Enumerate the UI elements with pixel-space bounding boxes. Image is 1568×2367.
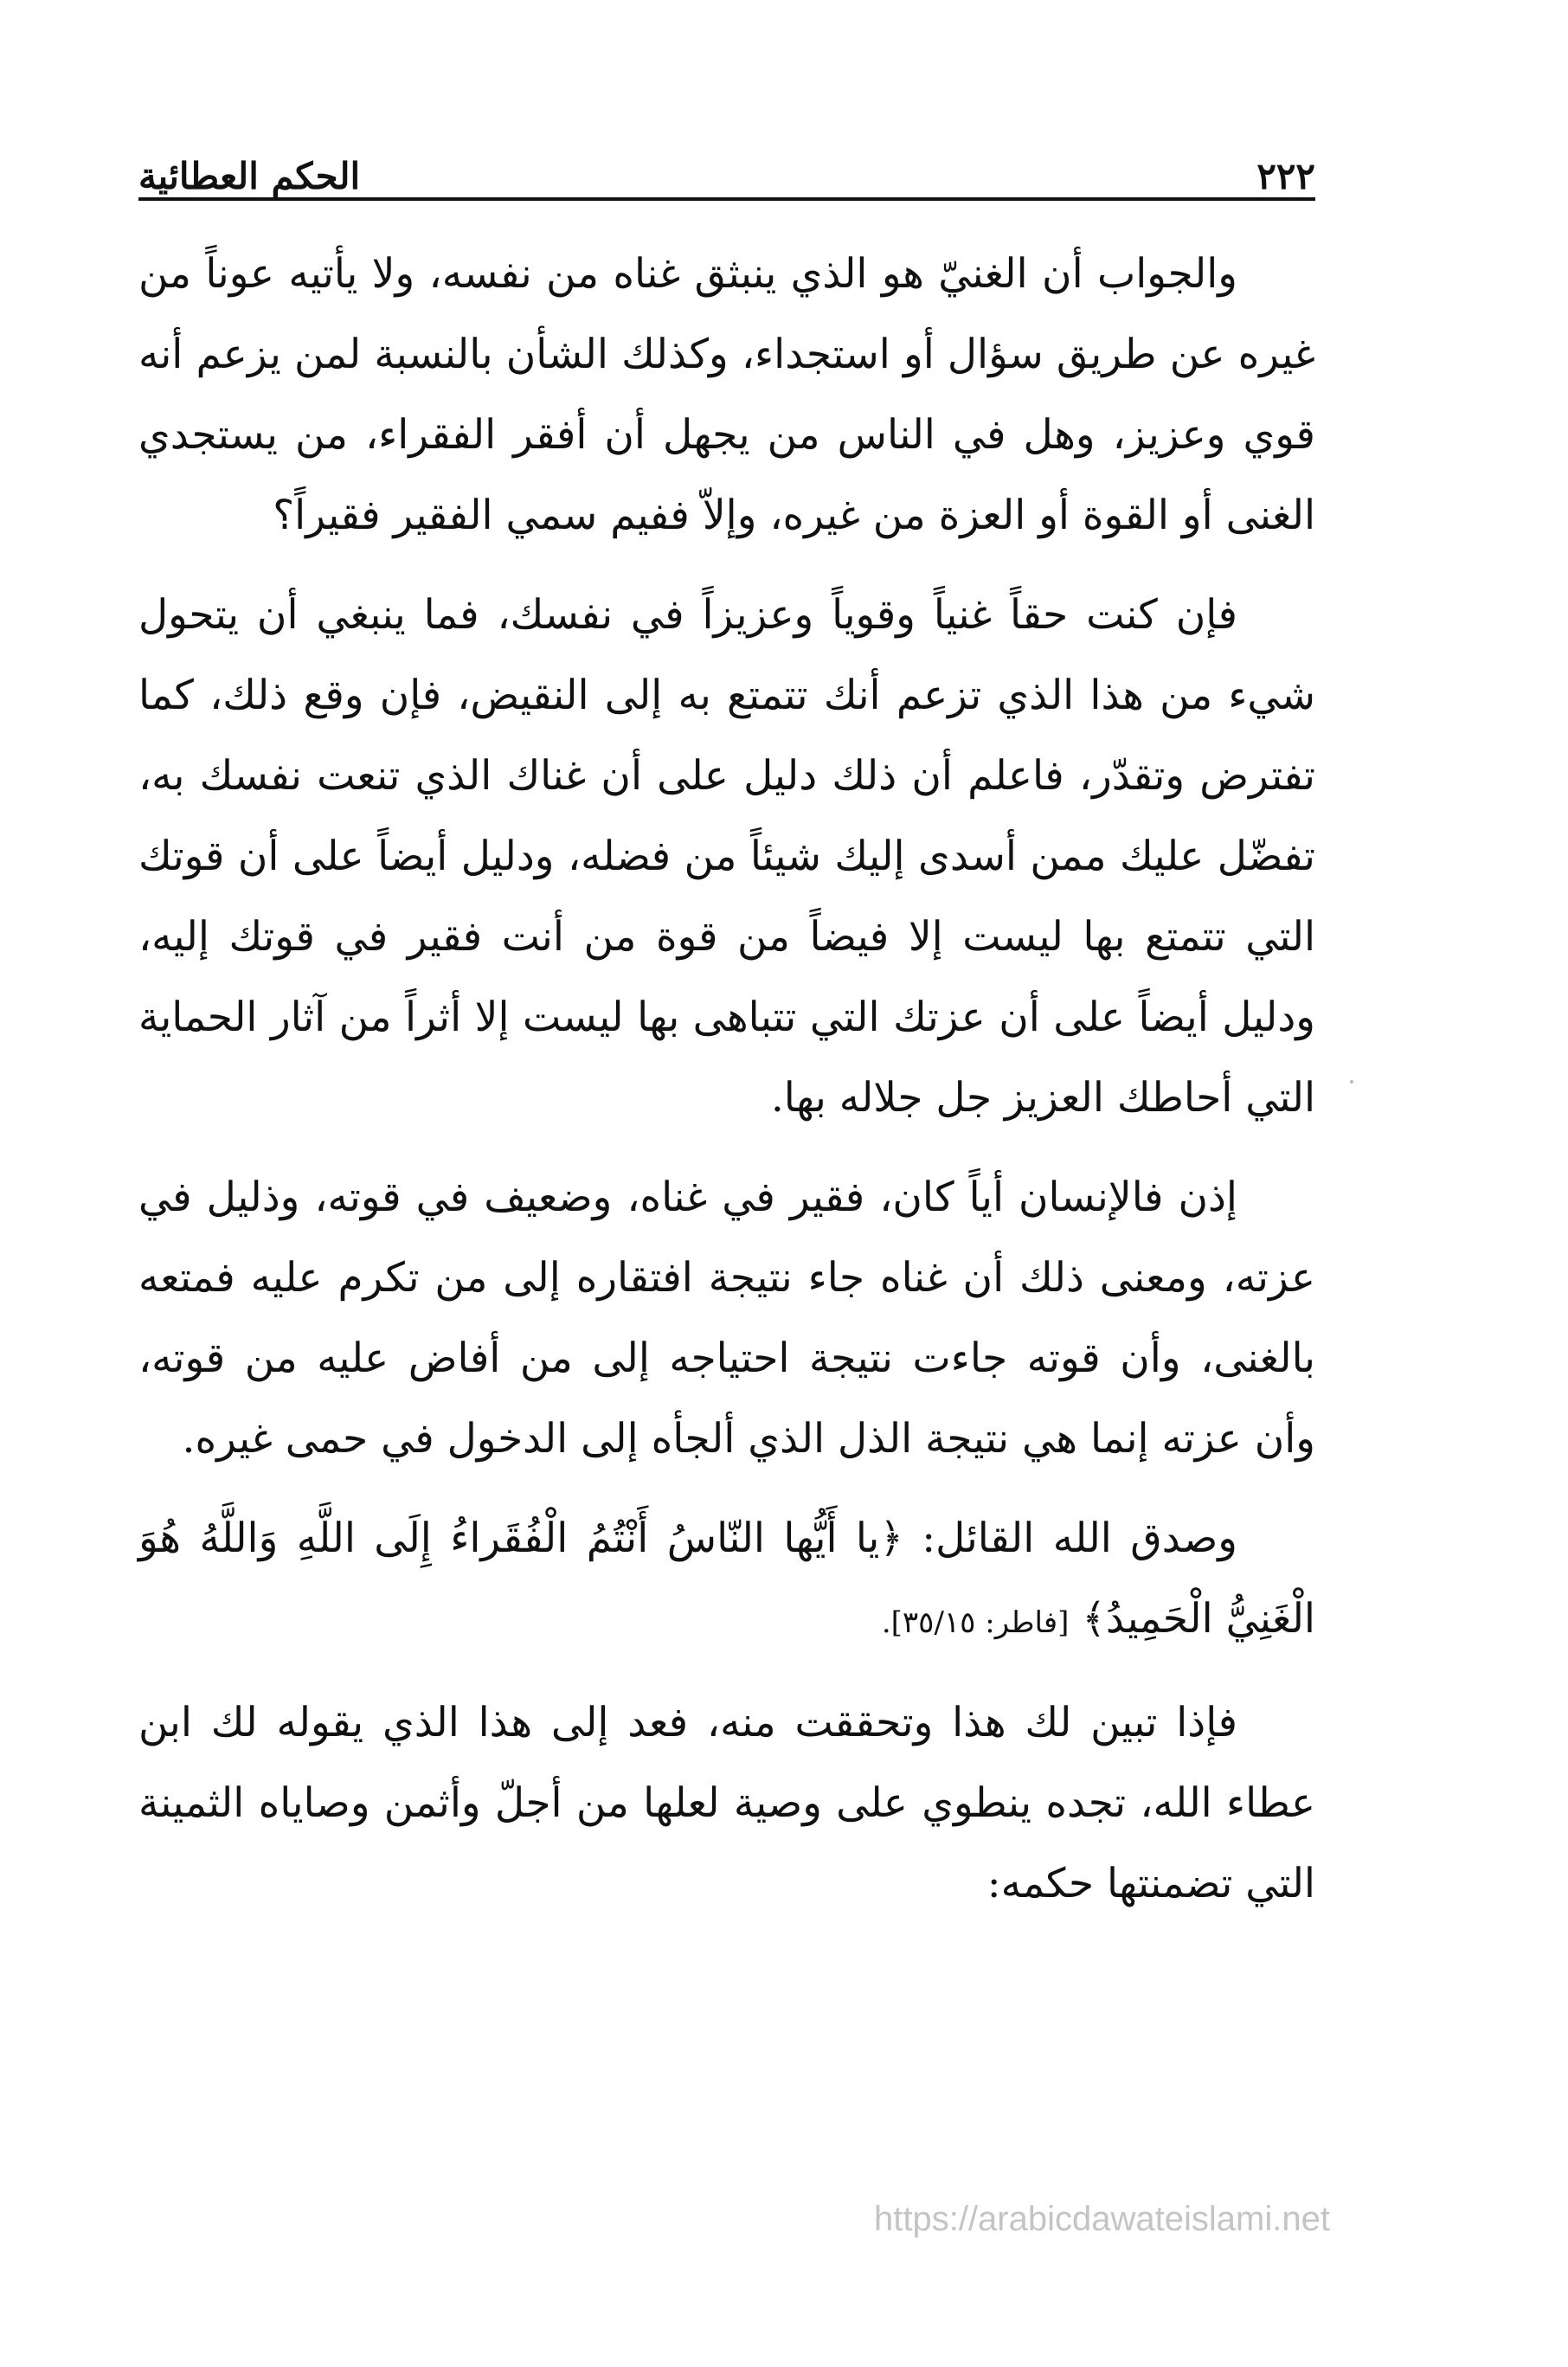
scan-speck [1350, 1080, 1353, 1084]
source-watermark: https://arabicdawateislami.net [874, 2200, 1330, 2238]
paragraph-conclusion [138, 1682, 1315, 1924]
header-divider [138, 197, 1315, 201]
paragraph-quran-verse [138, 1498, 1315, 1663]
paragraph-text: فإذا تبين لك هذا وتحققت منه، فعد إلى هذا الذي يقوله لك ابن عطاء الله، تجده ينطوي على وصية لعلها من أجلّ وأثمن وصاياه الثمينة التي تضمنتها حكمه: [138, 1699, 1315, 1907]
page-number: ٢٢٢ [1256, 155, 1315, 197]
quran-verse-text: وصدق الله القائل: ﴿يا أَيُّها النّاسُ أَنْتُمُ الْفُقَراءُ إِلَى اللَّهِ وَاللَّهُ هُوَ الْغَنِيُّ الْحَمِيدُ﴾ [138, 1515, 1315, 1643]
verse-reference: [فاطر: ٣٥/١٥]. [881, 1605, 1070, 1640]
page-body [138, 234, 1315, 1943]
paragraph-answer [138, 234, 1315, 556]
running-header [138, 130, 1315, 195]
paragraph-wealth-strength [138, 575, 1315, 1138]
book-title: الحكم العطائية [138, 155, 361, 197]
paragraph-text: والجواب أن الغنيّ هو الذي ينبثق غناه من نفسه، ولا يأتيه عوناً من غيره عن طريق سؤال أو استجداء، وكذلك الشأن بالنسبة لمن يزعم أنه قوي وعزيز، وهل في الناس من يجهل أن أفقر الفقراء، من يستجدي الغنى أو القوة أو العزة من غيره، وإلاّ ففيم سمي الفقير فقيراً؟ [138, 250, 1315, 539]
paragraph-text: إذن فالإنسان أياً كان، فقير في غناه، وضعيف في قوته، وذليل في عزته، ومعنى ذلك أن غناه جاء نتيجة افتقاره إلى من تكرم عليه فمتعه بالغنى، وأن قوته جاءت نتيجة احتياجه إلى من أفاض عليه من قوته، وأن عزته إنما هي نتيجة الذل الذي ألجأه إلى الدخول في حمى غيره. [138, 1174, 1315, 1463]
paragraph-human-poverty [138, 1157, 1315, 1479]
paragraph-text: فإن كنت حقاً غنياً وقوياً وعزيزاً في نفسك، فما ينبغي أن يتحول شيء من هذا الذي تزعم أنك تتمتع به إلى النقيض، فإن وقع ذلك، كما تفترض وتقدّر، فاعلم أن ذلك دليل على أن غناك الذي تنعت نفسك به، تفضّل عليك ممن أسدى إليك شيئاً من فضله، ودليل أيضاً على أن قوتك التي تتمتع بها ليست إلا فيضاً من قوة من أنت فقير في قوتك إليه، ودليل أيضاً على أن عزتك التي تتباهى بها ليست إلا أثراً من آثار الحماية التي أحاطك العزيز جل جلاله بها. [138, 591, 1315, 1122]
